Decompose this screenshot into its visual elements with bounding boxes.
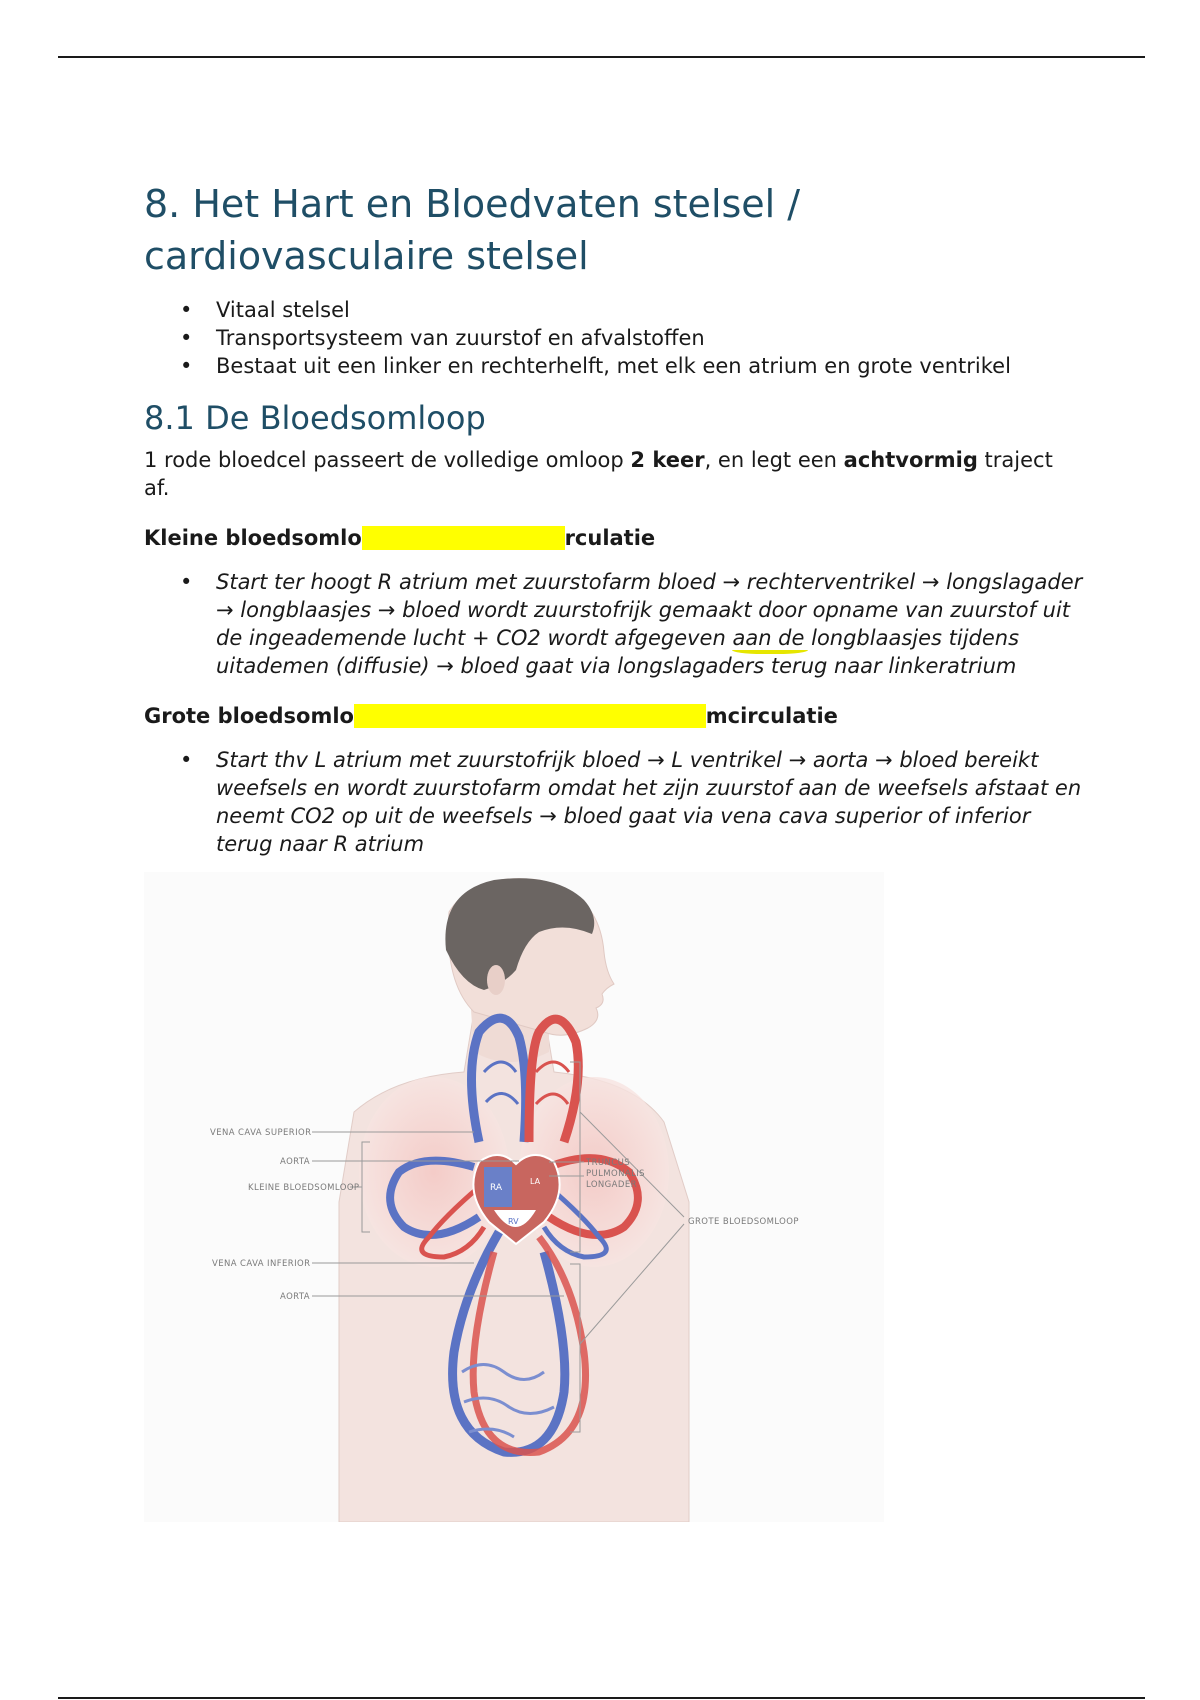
grote-list: [144, 746, 1084, 858]
label-kleine-bloedsomloop: KLEINE BLOEDSOMLOOP: [248, 1183, 360, 1193]
grote-heading-end: mcirculatie: [705, 704, 838, 728]
section-heading: 8.1 De Bloedsomloop: [144, 399, 486, 437]
label-truncus: TRUNCUS: [586, 1158, 631, 1168]
paragraph-bold-shape: achtvormig: [843, 448, 978, 472]
intro-list: [144, 296, 1084, 380]
label-aorta-bottom: AORTA: [280, 1292, 310, 1302]
kleine-text: longblaasjes tijdens uitademen (diffusie) → bloed gaat via longslagaders terug naar linkeratrium: [216, 626, 1020, 678]
label-vena-cava-inferior: VENA CAVA INFERIOR: [212, 1259, 311, 1269]
label-grote-bloedsomloop: GROTE BLOEDSOMLOOP: [688, 1217, 799, 1227]
label-aorta-top: AORTA: [280, 1157, 310, 1167]
underlined-text: aan de: [732, 626, 805, 650]
grote-heading: [144, 702, 1084, 730]
kleine-heading: [144, 524, 1084, 552]
list-item: • Start thv L atrium met zuurstofrijk bloed → L ventrikel → aorta → bloed bereikt weefsels en wordt zuurstofarm omdat het zijn zuurstof aan de weefsels afstaat en neemt CO2 op uit de weefsels → bloed gaat via vena cava superior of inferior terug naar R atrium: [144, 746, 1084, 858]
ra-label: RA: [490, 1183, 503, 1193]
paragraph-bold-count: 2 keer: [630, 448, 705, 472]
kleine-heading-start: Kleine bloedsomlo: [144, 526, 362, 550]
ear: [487, 965, 505, 995]
circulation-diagram: [144, 872, 884, 1522]
paragraph-text: traject af.: [144, 448, 1053, 500]
circulation-figure: [144, 872, 884, 1522]
label-longader: LONGADER: [586, 1180, 637, 1190]
kleine-heading-end: rculatie: [564, 526, 656, 550]
section-paragraph: [144, 446, 1084, 502]
list-item: [144, 568, 1084, 680]
grote-heading-start: Grote bloedsomlo: [144, 704, 354, 728]
list-item: • Bestaat uit een linker en rechterhelft, met elk een atrium en grote ventrikel: [144, 352, 1084, 380]
header-rule: [58, 56, 1145, 58]
highlight-mark: [354, 704, 706, 728]
paragraph-text: 1 rode bloedcel passeert de volledige omloop: [144, 448, 631, 472]
paragraph-text: , en legt een: [704, 448, 844, 472]
kleine-list: [144, 568, 1084, 680]
kleine-text: Start ter hoogt R atrium met zuurstofarm bloed → rechterventrikel → longslagader → longblaasjes → bloed wordt zuurstofrijk gemaakt door opname van zuurstof uit de ingeademende lucht + CO2 wordt afgegeven: [216, 570, 1083, 650]
list-item: • Vitaal stelsel: [144, 296, 1084, 324]
page-content: [144, 178, 1084, 858]
la-label: LA: [530, 1177, 541, 1186]
label-vena-cava-superior: VENA CAVA SUPERIOR: [210, 1128, 312, 1138]
highlight-mark: [362, 526, 565, 550]
page-title: 8. Het Hart en Bloedvaten stelsel / cardiovasculaire stelsel: [144, 182, 801, 278]
label-pulmonalis: PULMONALIS: [586, 1169, 645, 1179]
list-item: • Transportsysteem van zuurstof en afvalstoffen: [144, 324, 1084, 352]
rv-label: RV: [508, 1217, 519, 1226]
footer-rule: [58, 1697, 1145, 1699]
